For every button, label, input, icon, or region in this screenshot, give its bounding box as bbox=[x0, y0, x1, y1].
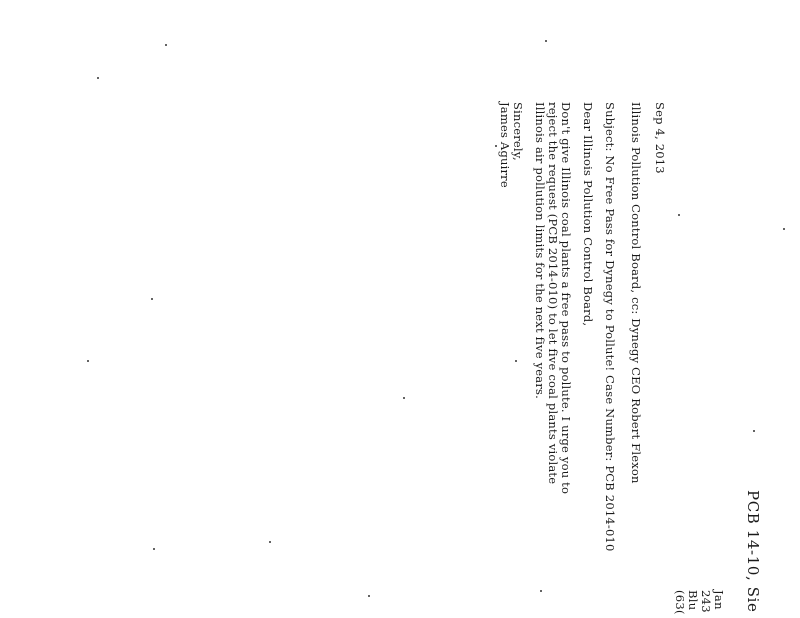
address-line: 243 bbox=[699, 590, 713, 613]
letter-recipient: Illinois Pollution Control Board, cc: Dynegy CEO Robert Flexon bbox=[629, 102, 643, 484]
scan-speck bbox=[540, 590, 542, 592]
letter-subject: Subject: No Free Pass for Dynegy to Pollute! Case Number: PCB 2014-010 bbox=[603, 102, 617, 552]
scan-speck bbox=[678, 214, 680, 216]
scan-speck bbox=[403, 397, 405, 399]
scan-speck bbox=[515, 360, 517, 362]
scan-speck bbox=[151, 298, 153, 300]
letter-body-line: reject the request (PCB 2014-010) to let five coal plants violate bbox=[546, 102, 560, 485]
scan-speck bbox=[269, 541, 271, 543]
scan-speck bbox=[753, 430, 755, 432]
letter-salutation: Dear Illinois Pollution Control Board, bbox=[581, 102, 595, 327]
scan-speck bbox=[87, 360, 89, 362]
scan-speck bbox=[368, 595, 370, 597]
letter-signature: James Aguirre bbox=[498, 102, 512, 188]
case-header: PCB 14-10, Sie bbox=[744, 490, 762, 613]
letter-closing: Sincerely, bbox=[511, 102, 525, 161]
scan-speck bbox=[495, 145, 497, 147]
letter-body-line: Illinois air pollution limits for the next five years. bbox=[533, 102, 547, 399]
scan-speck bbox=[783, 228, 785, 230]
scan-speck bbox=[97, 77, 99, 79]
letter-body-line: Don't give Illinois coal plants a free pass to pollute. I urge you to bbox=[559, 102, 573, 495]
scan-speck bbox=[545, 40, 547, 42]
address-line: Blu bbox=[686, 590, 700, 611]
address-line: (63( bbox=[673, 590, 687, 615]
scan-speck bbox=[165, 44, 167, 46]
address-line: Jan bbox=[712, 590, 726, 610]
scan-speck bbox=[153, 548, 155, 550]
letter-date: Sep 4, 2013 bbox=[653, 102, 667, 174]
